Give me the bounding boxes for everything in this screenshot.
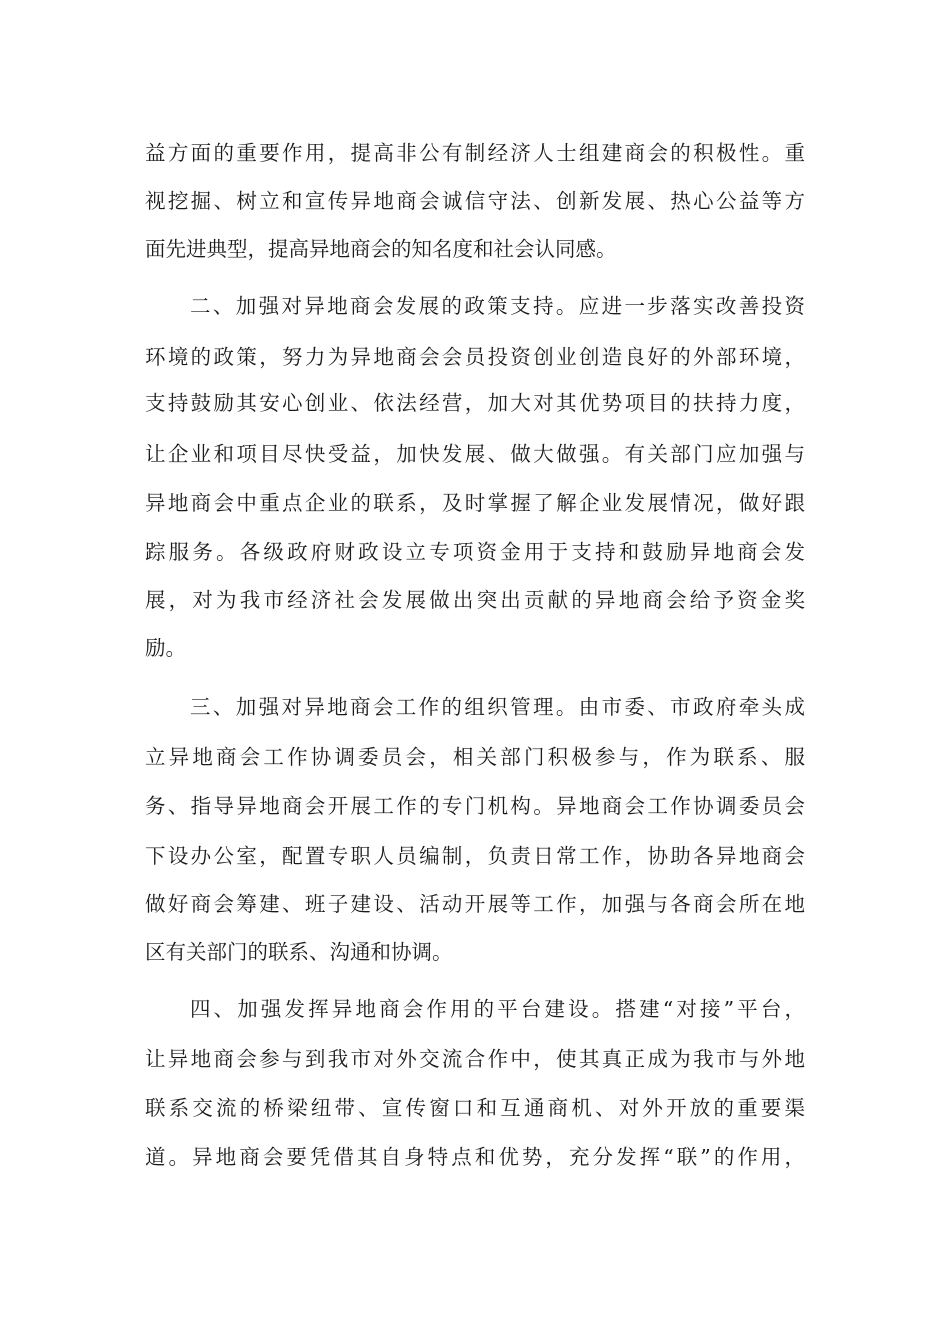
text-line: 让企业和项目尽快受益，加快发展、做大做强。有关部门应加强与 bbox=[145, 442, 805, 466]
text-line: 做好商会筹建、班子建设、活动开展等工作，加强与各商会所在地 bbox=[145, 892, 805, 916]
text-line: 支持鼓励其安心创业、依法经营，加大对其优势项目的扶持力度， bbox=[145, 391, 805, 415]
text-line: 让异地商会参与到我市对外交流合作中，使其真正成为我市与外地 bbox=[145, 1047, 805, 1071]
text-line: 展，对为我市经济社会发展做出突出贡献的异地商会给予资金奖 bbox=[145, 588, 805, 612]
text-line: 道。异地商会要凭借其自身特点和优势，充分发挥“联”的作用， bbox=[145, 1145, 805, 1169]
text-line: 益方面的重要作用，提高非公有制经济人士组建商会的积极性。重 bbox=[145, 141, 805, 165]
text-line: 视挖掘、树立和宣传异地商会诚信守法、创新发展、热心公益等方 bbox=[145, 189, 805, 213]
paragraph-start-line: 二、加强对异地商会发展的政策支持。应进一步落实改善投资 bbox=[190, 294, 805, 318]
paragraph-start-line: 三、加强对异地商会工作的组织管理。由市委、市政府牵头成 bbox=[190, 695, 805, 719]
text-line: 踪服务。各级政府财政设立专项资金用于支持和鼓励异地商会发 bbox=[145, 540, 805, 564]
text-line: 联系交流的桥梁纽带、宣传窗口和互通商机、对外开放的重要渠 bbox=[145, 1096, 805, 1120]
text-line: 区有关部门的联系、沟通和协调。 bbox=[145, 940, 453, 964]
text-line: 立异地商会工作协调委员会，相关部门积极参与，作为联系、服 bbox=[145, 745, 805, 769]
text-line: 面先进典型，提高异地商会的知名度和社会认同感。 bbox=[145, 237, 617, 261]
text-line: 下设办公室，配置专职人员编制，负责日常工作，协助各异地商会 bbox=[145, 844, 805, 868]
paragraph-start-line: 四、加强发挥异地商会作用的平台建设。搭建“对接”平台， bbox=[190, 997, 805, 1021]
text-line: 励。 bbox=[145, 636, 186, 660]
text-line: 务、指导异地商会开展工作的专门机构。异地商会工作协调委员会 bbox=[145, 794, 805, 818]
text-line: 异地商会中重点企业的联系，及时掌握了解企业发展情况，做好跟 bbox=[145, 491, 805, 515]
text-line: 环境的政策，努力为异地商会会员投资创业创造良好的外部环境， bbox=[145, 345, 805, 369]
